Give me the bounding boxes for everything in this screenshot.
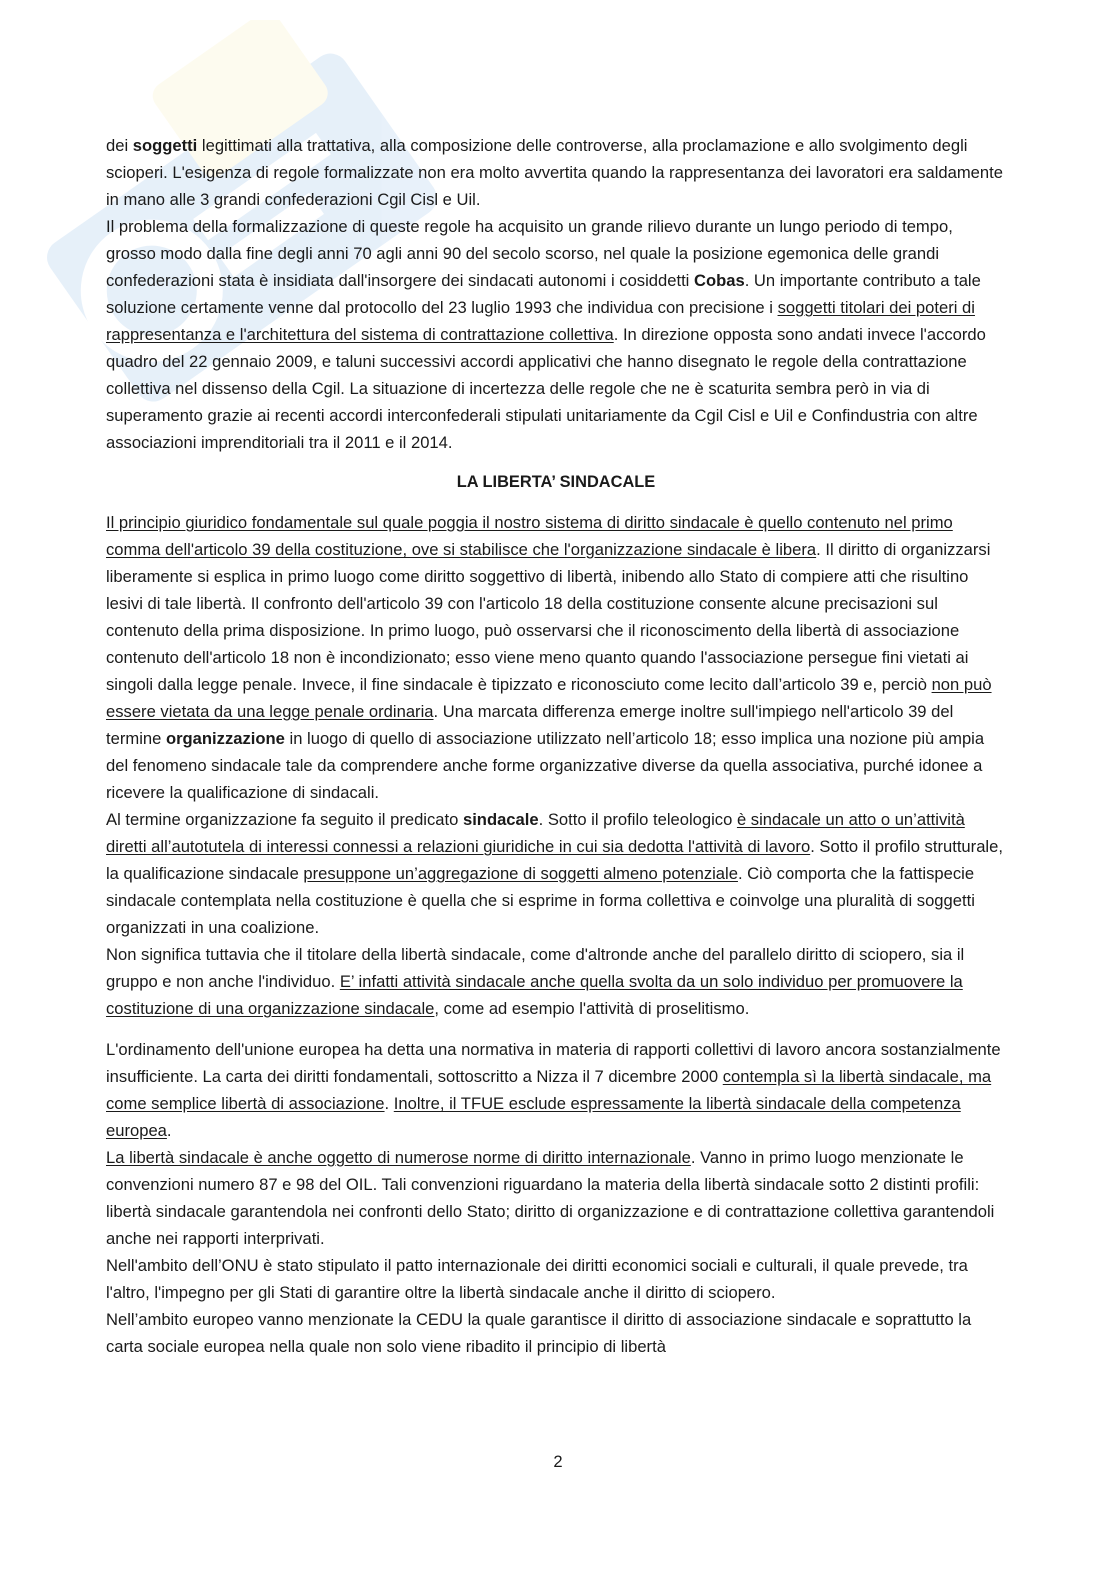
paragraph-1: dei soggetti legittimati alla trattativa, alla composizione delle controverse, alla proclamazione e allo svolgimento degli scioperi. L'esigenza di regole formalizzate non era molto avvertita quando la rappresentanza dei lavoratori era saldamente in mano alle 3 grandi confederazioni Cgil Cisl e Uil. bbox=[106, 136, 1003, 209]
bold-term: sindacale bbox=[462, 810, 539, 829]
underlined-text: è sindacale un atto o un’attività diretti all’autotutela di interessi connessi a relazioni giuridiche in cui sia dedotta l'attività di lavoro bbox=[106, 810, 965, 856]
paragraph-9: Nell’ambito europeo vanno menzionate la CEDU la quale garantisce il diritto di associazione sindacale e soprattutto la carta sociale europea nella quale non solo viene ribadito il principio di libertà bbox=[106, 1310, 972, 1356]
underlined-text: contempla sì la libertà sindacale, ma come semplice libertà di associazione bbox=[106, 1067, 992, 1113]
underlined-text: La libertà sindacale è anche oggetto di numerose norme di diritto internazionale bbox=[106, 1148, 691, 1167]
underlined-text: presuppone un’aggregazione di soggetti almeno potenziale bbox=[303, 864, 738, 883]
section-heading: LA LIBERTA’ SINDACALE bbox=[456, 473, 656, 491]
bold-term: soggetti bbox=[132, 136, 198, 155]
paragraph-5: Non significa tuttavia che il titolare della libertà sindacale, come d'altronde anche del parallelo diritto di sciopero, sia il gruppo e non anche l'individuo. E’ infatti attività sindacale anche quella svolta da un solo individuo per promuovere la costituzione di una organizzazione sindacale, come ad esempio l'attività di proselitismo. bbox=[106, 945, 965, 1018]
paragraph-2: Il problema della formalizzazione di queste regole ha acquisito un grande rilievo durante un lungo periodo di tempo, grosso modo dalla fine degli anni 70 agli anni 90 del secolo scorso, nel quale la posizione egemonica delle grandi confederazioni stata è insidiata dall'insorgere dei sindacati autonomi i cosiddetti Cobas. Un importante contributo a tale soluzione certamente venne dal protocollo del 23 luglio 1993 che individua con precisione i soggetti titolari dei poteri di rappresentanza e l'architettura del sistema di contrattazione collettiva. In direzione opposta sono andati invece l'accordo quadro del 22 gennaio 2009, e taluni successivi accordi applicativi che hanno disegnato le regole della contrattazione collettiva nel dissenso della Cgil. La situazione di incertezza delle regole che ne è scaturita sembra però in via di superamento grazie ai recenti accordi interconfederali stipulati unitariamente da Cgil Cisl e Uil e Confindustria con altre associazioni imprenditoriali tra il 2011 e il 2014. bbox=[106, 217, 986, 452]
underlined-text: Inoltre, il TFUE esclude espressamente la libertà sindacale della competenza europea bbox=[106, 1094, 961, 1140]
paragraph-8: Nell'ambito dell’ONU è stato stipulato il patto internazionale dei diritti economici sociali e culturali, il quale prevede, tra l'altro, l'impegno per gli Stati di garantire oltre la libertà sindacale anche il diritto di sciopero. bbox=[106, 1256, 968, 1302]
bold-term: organizzazione bbox=[165, 729, 285, 748]
page-number: 2 bbox=[553, 1452, 563, 1471]
paragraph-6: L'ordinamento dell'unione europea ha detta una normativa in materia di rapporti collettivi di lavoro ancora sostanzialmente insufficiente. La carta dei diritti fondamentali, sottoscritto a Nizza il 7 dicembre 2000 contempla sì la libertà sindacale, ma come semplice libertà di associazione. Inoltre, il TFUE esclude espressamente la libertà sindacale della competenza europea. bbox=[106, 1040, 1001, 1140]
underlined-text: non può essere vietata da una legge penale ordinaria bbox=[106, 675, 992, 721]
underlined-text: Il principio giuridico fondamentale sul quale poggia il nostro sistema di diritto sindacale è quello contenuto nel primo comma dell'articolo 39 della costituzione, ove si stabilisce che l'organizzazione sindacale è libera bbox=[106, 513, 953, 559]
paragraph-4: Al termine organizzazione fa seguito il predicato sindacale. Sotto il profilo teleologico è sindacale un atto o un’attività diretti all’autotutela di interessi connessi a relazioni giuridiche in cui sia dedotta l'attività di lavoro. Sotto il profilo strutturale, la qualificazione sindacale presuppone un’aggregazione di soggetti almeno potenziale. Ciò comporta che la fattispecie sindacale contemplata nella costituzione è quella che si esprime in forma collettiva e coinvolge una pluralità di soggetti organizzati in una coalizione. bbox=[106, 810, 1003, 937]
underlined-text: soggetti titolari dei poteri di rappresentanza e l'architettura del sistema di contrattazione collettiva bbox=[106, 298, 975, 344]
paragraph-3: Il principio giuridico fondamentale sul quale poggia il nostro sistema di diritto sindacale è quello contenuto nel primo comma dell'articolo 39 della costituzione, ove si stabilisce che l'organizzazione sindacale è libera. Il diritto di organizzarsi liberamente si esplica in primo luogo come diritto soggettivo di libertà, inibendo allo Stato di compiere atti che risultino lesivi di tale libertà. Il confronto dell'articolo 39 con l'articolo 18 della costituzione consente alcune precisazioni sul contenuto della prima disposizione. In primo luogo, può osservarsi che il riconoscimento della libertà di associazione contenuto dell'articolo 18 non è incondizionato; esso viene meno quanto quando l'associazione persegue fini vietati ai singoli dalla legge penale. Invece, il fine sindacale è tipizzato e riconosciuto come lecito dall’articolo 39 e, perciò non può essere vietata da una legge penale ordinaria. Una marcata differenza emerge inoltre sull'impiego nell'articolo 39 del termine organizzazione in luogo di quello di associazione utilizzato nell’articolo 18; esso implica una nozione più ampia del fenomeno sindacale tale da comprendere anche forme organizzative diverse da quella associativa, purché idonee a ricevere la qualificazione di sindacali. bbox=[106, 513, 992, 802]
paragraph-7: La libertà sindacale è anche oggetto di numerose norme di diritto internazionale. Vanno in primo luogo menzionate le convenzioni numero 87 e 98 del OIL. Tali convenzioni riguardano la materia della libertà sindacale sotto 2 distinti profili: libertà sindacale garantendola nei confronti dello Stato; diritto di organizzazione e di contrattazione collettiva garantendoli anche nei rapporti interprivati. bbox=[106, 1148, 995, 1248]
underlined-text: E’ infatti attività sindacale anche quella svolta da un solo individuo per promuovere la costituzione di una organizzazione sindacale bbox=[106, 972, 963, 1018]
bold-term: Cobas bbox=[693, 271, 745, 290]
document-body bbox=[106, 132, 1006, 1360]
